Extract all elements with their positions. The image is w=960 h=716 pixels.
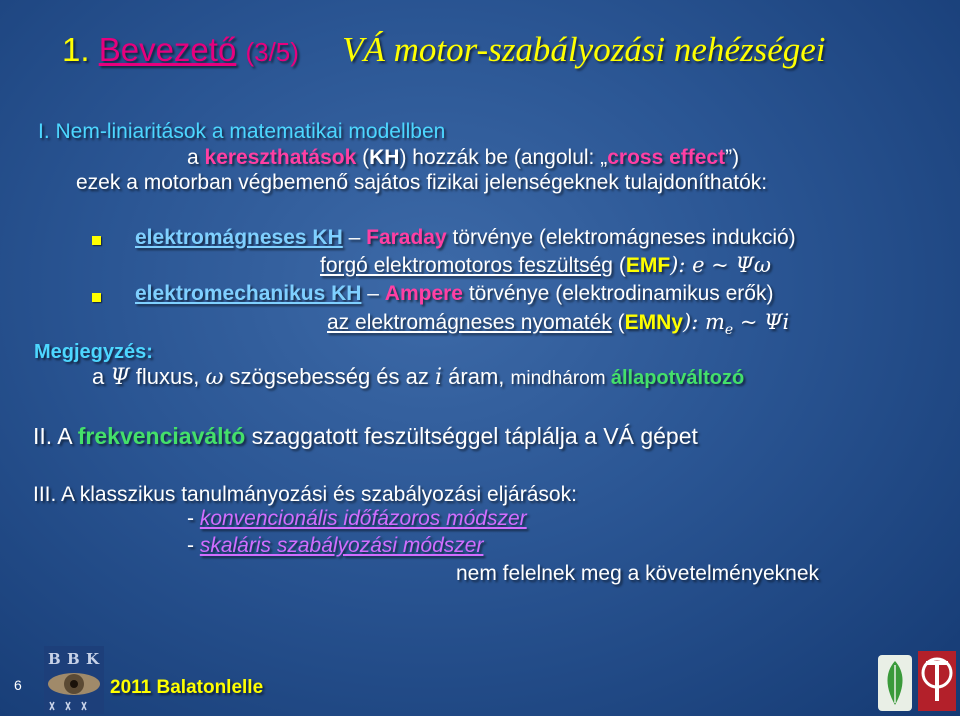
section2 [33, 423, 698, 450]
logo-letter-3: K [86, 650, 100, 668]
section1-line3: ezek a motorban végbemenő sajátos fizikai jelenségeknek tulajdoníthatók: [76, 171, 768, 194]
section3-heading: III. A klasszikus tanulmányozási és szabályozási eljárások: [33, 483, 577, 506]
kh-term: kereszthatások [204, 146, 357, 169]
current-symbol: i [435, 365, 443, 390]
bullet-2-abbr: EMNy [624, 311, 683, 334]
bullet-1-sub: forgó elektromotoros feszültség (EMF): e ~ Ψω [320, 253, 771, 277]
line2-post: ) hozzák be (angolul: „ [399, 146, 608, 169]
section3-link-2[interactable]: skaláris szabályozási módszer [199, 534, 484, 557]
note-all-three: mindhárom [510, 368, 611, 389]
bullet-1-formula: ): e ~ Ψω [670, 253, 771, 277]
section3-link-1[interactable]: konvencionális időfázoros módszer [199, 507, 527, 530]
bullet-2-formula-post: ~ Ψi [733, 310, 790, 334]
note-speed: szögsebesség és az [223, 364, 435, 389]
bullet-2-law: Ampere [384, 282, 463, 305]
section3-item-1: - konvencionális időfázoros módszer [187, 507, 527, 530]
footer-event: 2011 Balatonlelle [110, 677, 264, 698]
section2-pre: II. A [33, 423, 78, 449]
note-flux: fluxus, [129, 364, 206, 389]
bullet-1 [135, 226, 796, 250]
note-a: a [92, 364, 111, 389]
line2-end: ”) [725, 146, 740, 169]
bullet-2-formula-pre: ): m [683, 310, 725, 334]
section1-heading: I. Nem-liniaritások a matematikai modellben [38, 120, 446, 143]
bullet-2-rest: törvénye (elektrodinamikus erők) [462, 282, 774, 305]
note-label: Megjegyzés: [34, 341, 153, 363]
kh-abbr: KH [369, 146, 400, 169]
title-topic: VÁ motor-szabályozási nehézségei [342, 30, 826, 69]
title-word[interactable]: Bevezető [98, 31, 237, 68]
title-number: 1. [62, 31, 90, 68]
note-text [92, 364, 744, 390]
section2-post: szaggatott feszültséggel táplálja a VÁ gépet [245, 423, 698, 449]
bullet-2-sub: az elektromágneses nyomaték (EMNy): $m_e$ ~ Ψi [327, 310, 790, 339]
psi-symbol: Ψ [110, 365, 130, 390]
title-fraction: (3/5) [245, 37, 299, 67]
logo-letter-1: B [48, 650, 61, 668]
omega-symbol: ω [205, 365, 224, 390]
line2-pre: a [187, 146, 205, 169]
bullet-1-dash: – [342, 226, 367, 249]
slide-title [62, 30, 826, 70]
bullet-2-term[interactable]: elektromechanikus KH [135, 282, 362, 305]
bullet-2-sub-text: az elektromágneses nyomaték [327, 311, 612, 334]
note-state: állapotváltozó [610, 367, 745, 389]
bullet-1-law: Faraday [366, 226, 447, 249]
bullet-2-formula-sub: e [724, 322, 734, 339]
bullet-1-abbr: EMF [625, 254, 671, 277]
bullet-marker-2 [92, 293, 101, 302]
page-number: 6 [14, 677, 22, 693]
university-logo-icon [878, 655, 912, 711]
faculty-logo-icon [918, 651, 956, 711]
section2-term: frekvenciaváltó [77, 423, 246, 449]
bullet-1-sub-text: forgó elektromotoros feszültség [320, 254, 613, 277]
bullet-2 [135, 282, 773, 306]
section1-line2: a kereszthatások (KH) hozzák be (angolul: „cross effect”) [187, 146, 740, 169]
section3-item-2: - skaláris szabályozási módszer [187, 534, 484, 557]
bullet-marker-1 [92, 236, 101, 245]
bullet-1-rest: törvénye (elektromágneses indukció) [446, 226, 796, 249]
note-current: áram, [442, 364, 511, 389]
bbk-logo [44, 646, 104, 714]
bullet-1-term[interactable]: elektromágneses KH [135, 226, 343, 249]
section3-conclusion: nem felelnek meg a követelményeknek [456, 562, 820, 585]
logo-letter-2: B [67, 650, 80, 668]
cross-effect: cross effect [607, 146, 726, 169]
bullet-2-dash: – [361, 282, 385, 305]
